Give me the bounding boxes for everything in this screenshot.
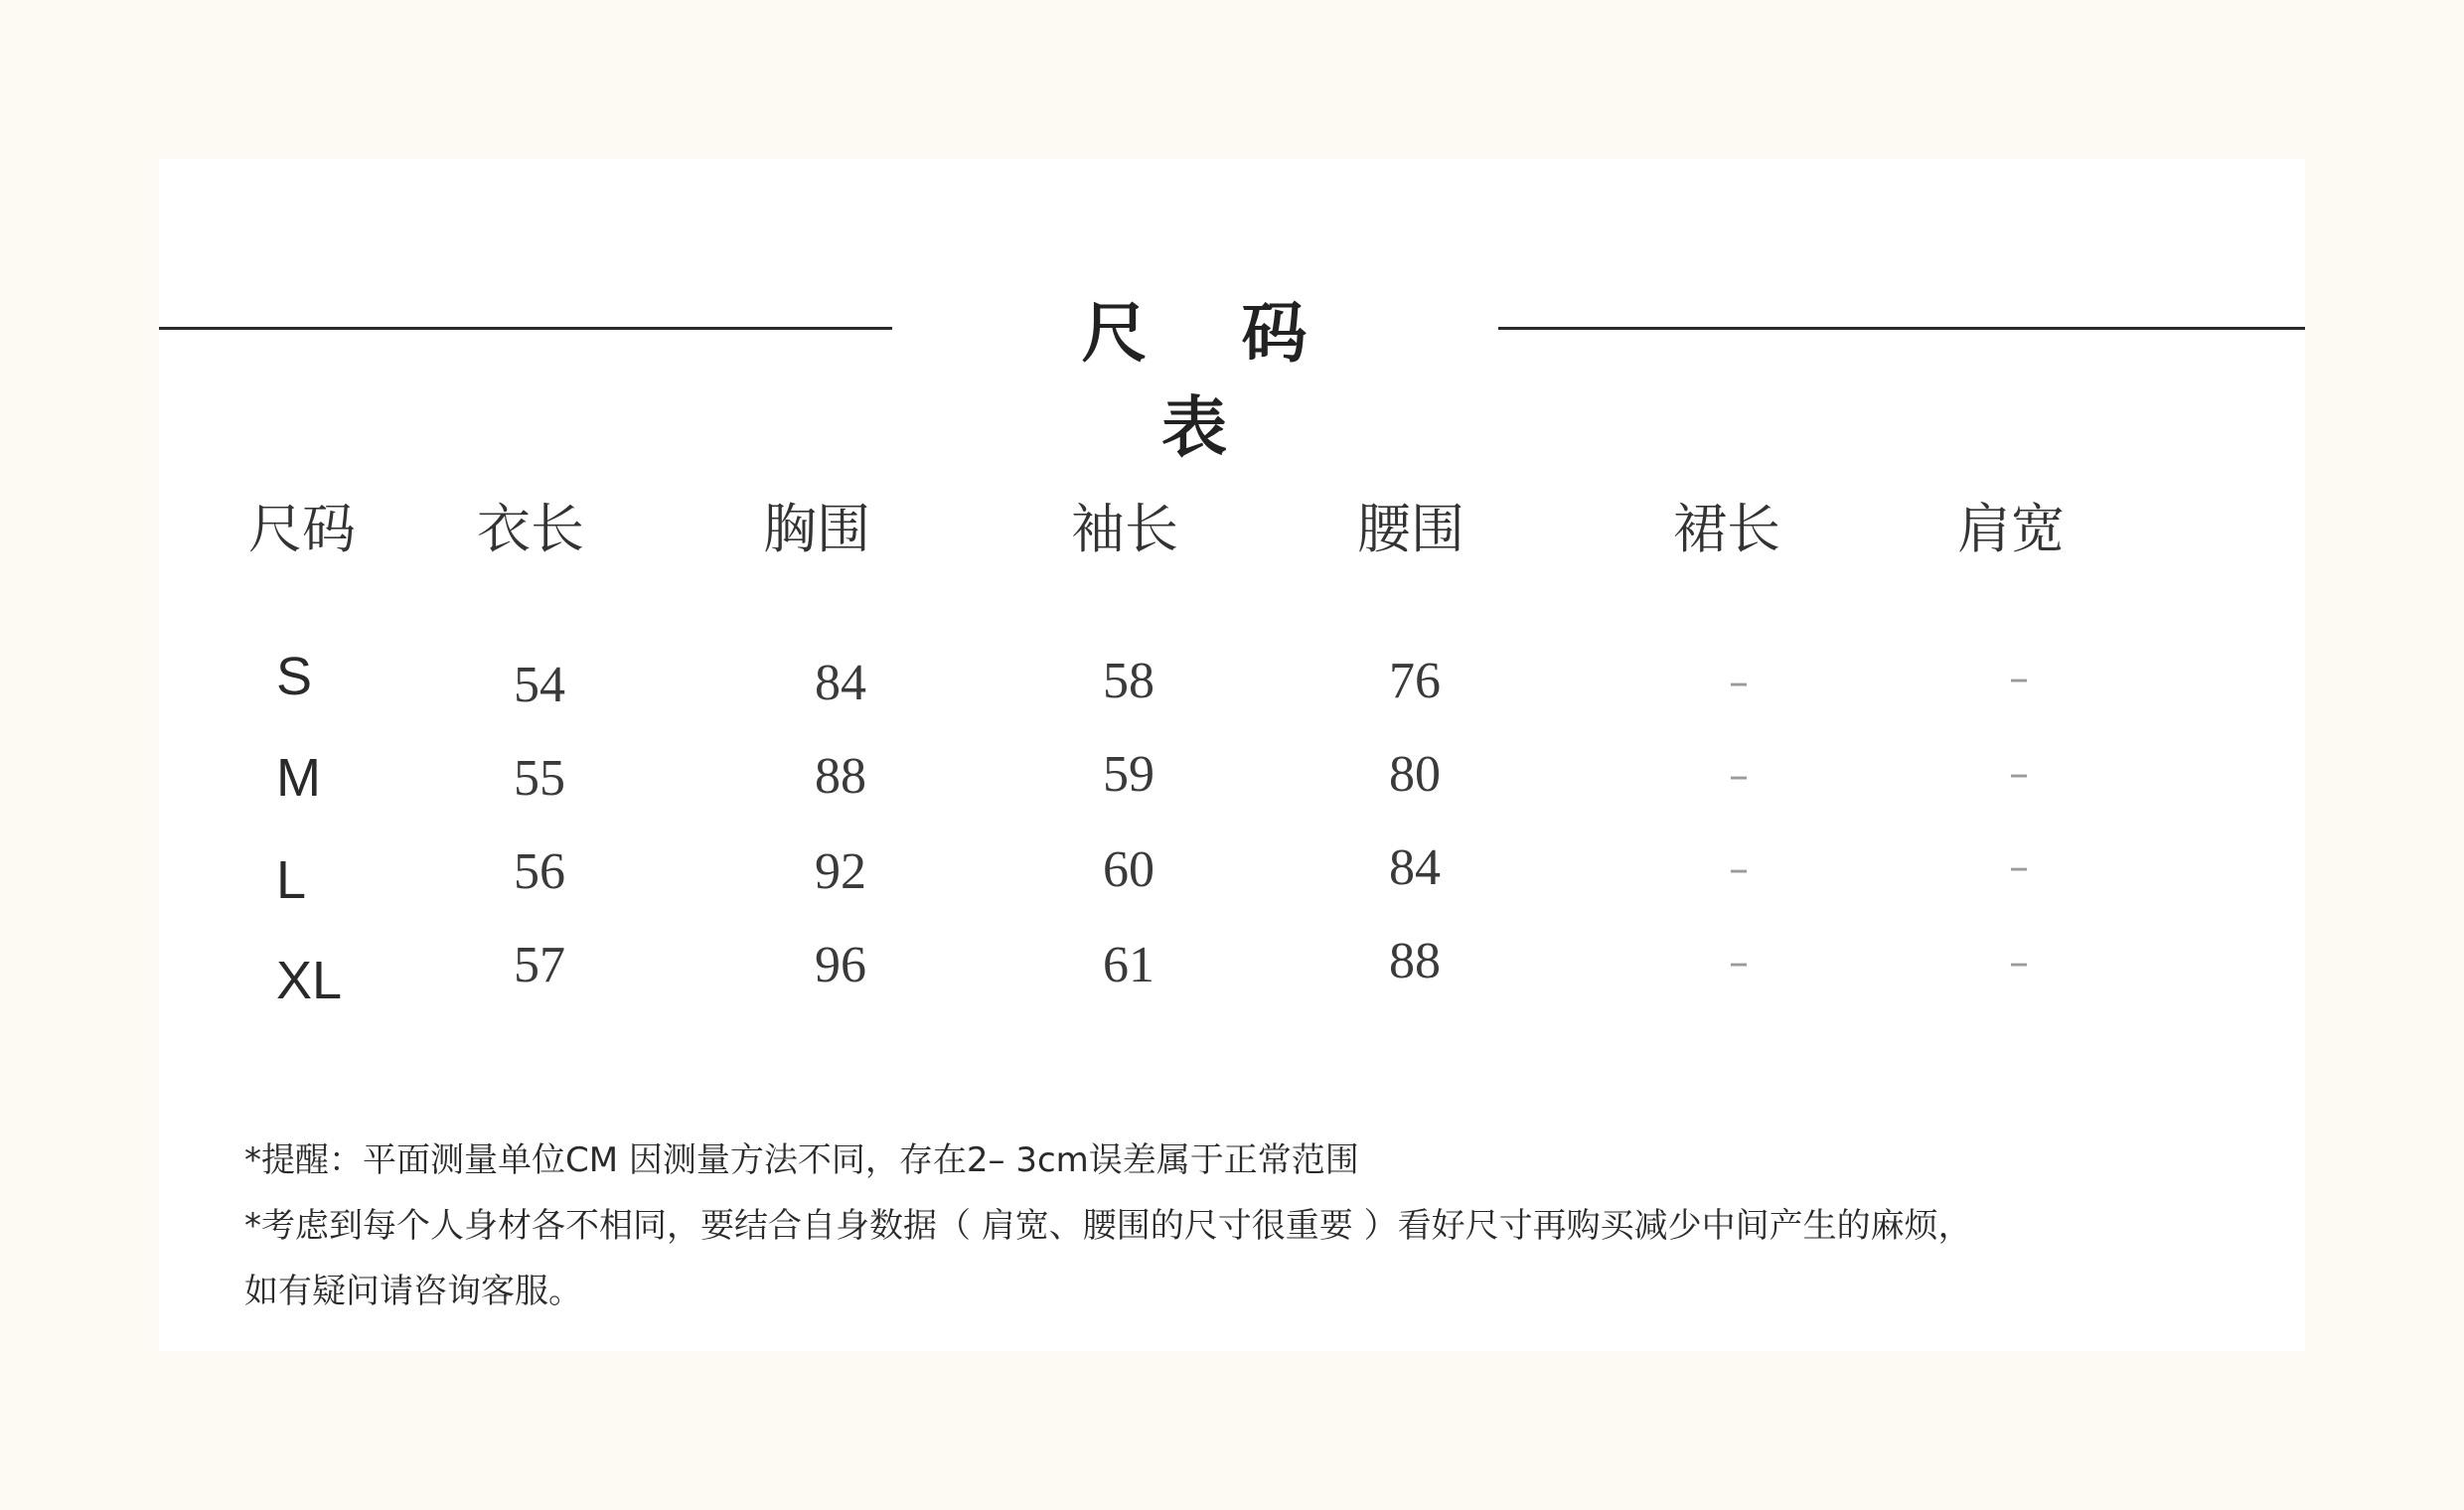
header-size: 尺码 [248,498,356,560]
cell-waist: 84 [1389,839,1441,896]
header-shoulder: 肩宽 [1957,498,2065,560]
cell-sleeve: 60 [1103,841,1155,898]
cell-waist: 80 [1389,746,1441,803]
size-label: L [276,850,307,910]
cell-bust: 88 [815,748,866,805]
header-bust: 胸围 [763,498,870,560]
cell-shoulder: – [2009,656,2029,701]
note-measurement: *提醒：平面测量单位CM 因测量方法不同，存在2– 3cm误差属于正常范围 [244,1140,1359,1180]
cell-sleeve: 61 [1103,937,1155,993]
cell-waist: 76 [1389,653,1441,709]
cell-bust: 96 [815,937,866,993]
note-contact: 如有疑问请咨询客服。 [244,1272,582,1311]
cell-shoulder: – [2009,940,2029,985]
size-chart-title: 尺 码 表 [1081,295,1343,466]
size-label: M [276,748,321,808]
cell-length: 54 [514,657,565,713]
cell-length: 55 [514,750,565,807]
title-rule-left [159,327,892,330]
title-rule-right [1498,327,2305,330]
cell-waist: 88 [1389,933,1441,989]
cell-skirt-length: – [1729,660,1749,705]
note-fit-advice: *考虑到每个人身材各不相同，要结合自身数据（ 肩宽、腰围的尺寸很重要 ）看好尺寸再购买减少中间产生的麻烦， [244,1206,1972,1246]
cell-skirt-length: – [1729,846,1749,892]
header-sleeve: 袖长 [1071,498,1178,560]
cell-bust: 92 [815,843,866,900]
cell-shoulder: – [2009,751,2029,797]
size-label: S [276,647,313,706]
cell-sleeve: 59 [1103,746,1155,803]
cell-length: 57 [514,937,565,993]
header-length: 衣长 [477,498,584,560]
size-label: XL [276,951,343,1010]
cell-skirt-length: – [1729,940,1749,985]
header-skirt-length: 裙长 [1673,498,1780,560]
cell-sleeve: 58 [1103,653,1155,709]
cell-shoulder: – [2009,844,2029,890]
header-waist: 腰围 [1357,498,1464,560]
cell-bust: 84 [815,655,866,711]
cell-skirt-length: – [1729,753,1749,799]
cell-length: 56 [514,843,565,900]
